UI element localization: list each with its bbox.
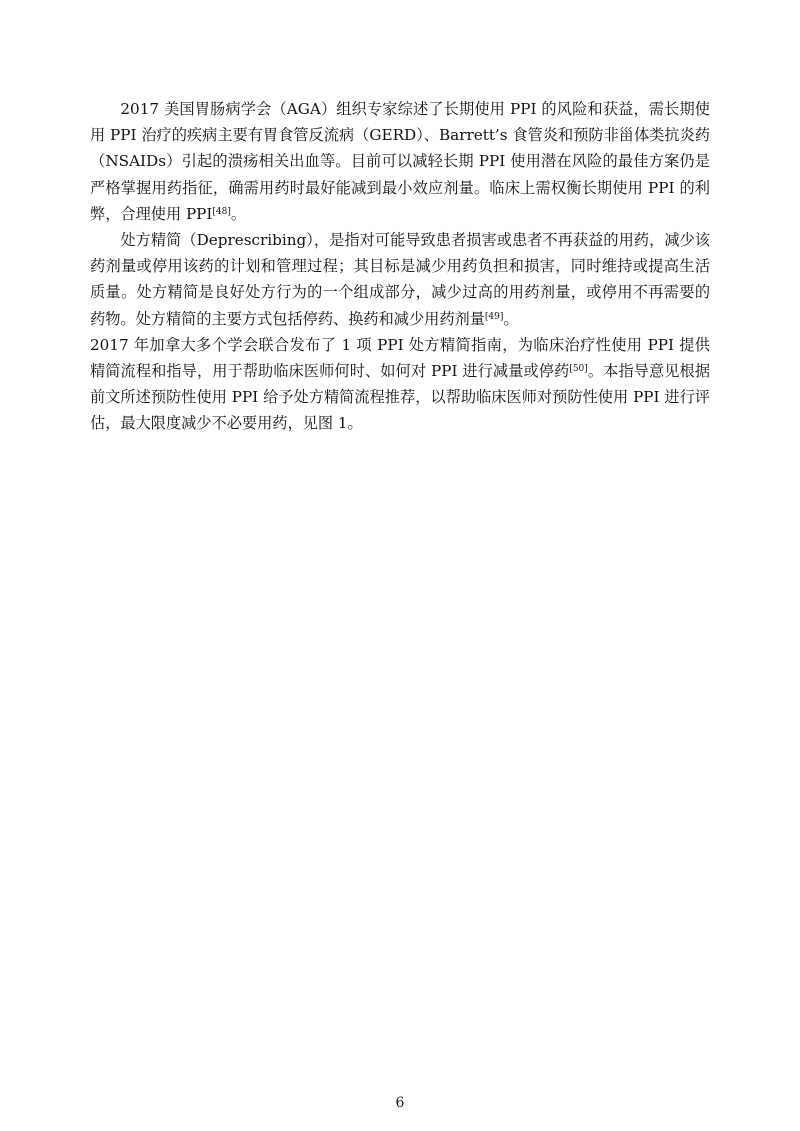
citation-48[interactable]: [48] [212,206,231,217]
paragraph-text: 2017 年加拿大多个学会联合发布了 1 项 PPI 处方精简指南，为临床治疗性使用 PPI 提供精简流程和指导，用于帮助临床医师何时、如何对 PPI 进行减量或停药 [90,335,710,381]
paragraph-deprescribing-definition [90,227,710,332]
paragraph-text: 2017 美国胃肠病学会（AGA）组织专家综述了长期使用 PPI 的风险和获益，需长期使用 PPI 治疗的疾病主要有胃食管反流病（GERD）、Barrett’s 食管炎和预防非甾体类抗炎药（NSAIDs）引起的溃疡相关出血等。目前可以减轻长期 PPI 使用潜在风险的最佳方案仍是严格掌握用药指征，确需用药时最好能减到最小效应剂量。临床上需权衡长期使用 PPI 的利弊，合理使用 PPI [90,100,710,223]
paragraph-tail: 。 [230,204,247,223]
paragraph-tail: 。 [503,309,519,328]
document-body [90,96,710,437]
paragraph-text: 处方精简（Deprescribing），是指对可能导致患者损害或患者不再获益的用药，减少该药剂量或停用该药的计划和管理过程；其目标是减少用药负担和损害，同时维持或提高生活质量。处方精简是良好处方行为的一个组成部分，减少过高的用药剂量，或停用不再需要的药物。处方精简的主要方式包括停药、换药和减少用药剂量 [90,231,710,328]
page-number: 6 [395,1095,405,1111]
citation-50[interactable]: [50] [569,364,588,375]
paragraph-canada-guideline [90,332,710,437]
paragraph-tail: 。本指导意见根据前文所述预防性使用 PPI 给予处方精简流程推荐，以帮助临床医师对预防性使用 PPI 进行评估，最大限度减少不必要用药，见图 1。 [90,362,711,433]
paragraph-aga-review [90,96,710,227]
citation-49[interactable]: [49] [484,311,504,322]
